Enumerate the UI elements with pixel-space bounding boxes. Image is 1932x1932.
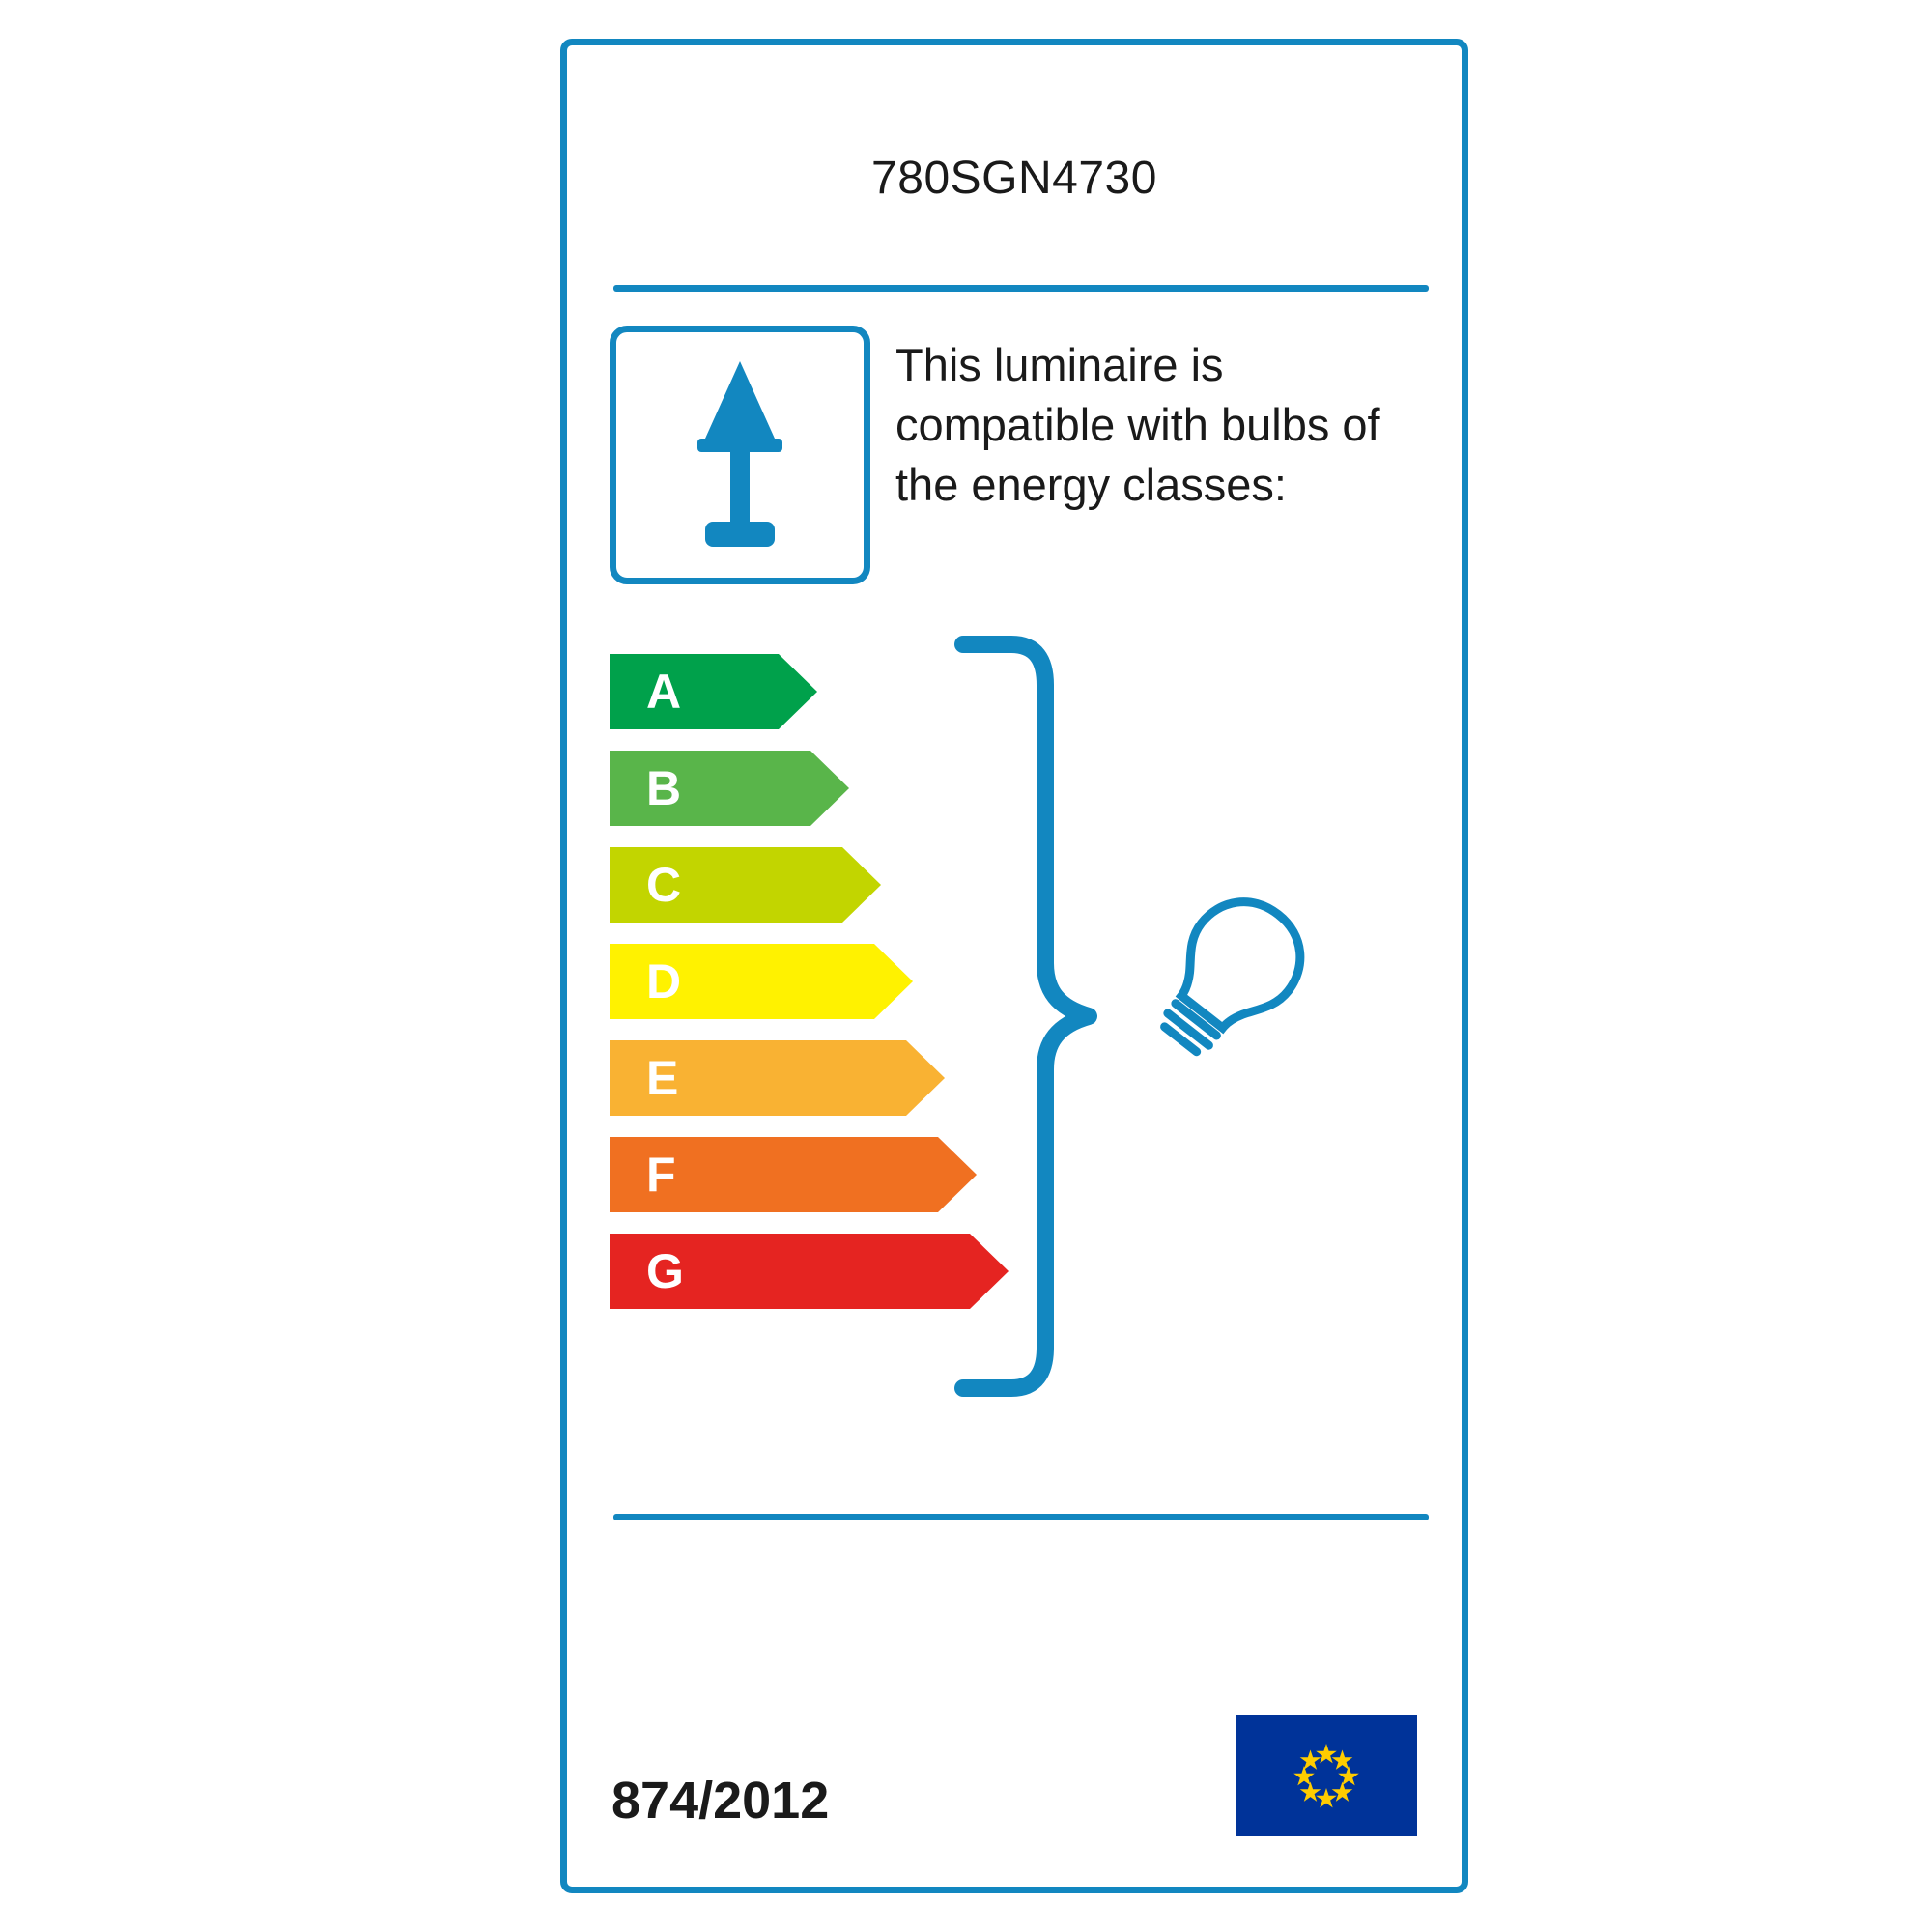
class-letter: F [646, 1148, 676, 1202]
compatibility-text: This luminaire is compatible with bulbs of the energy classes: [895, 339, 1380, 511]
class-letter: B [646, 761, 682, 815]
class-letter: C [646, 858, 682, 912]
light-bulb-icon [1147, 886, 1311, 1069]
class-letter: G [646, 1244, 684, 1298]
class-letter: A [646, 665, 682, 719]
energy-label-card [560, 39, 1468, 1893]
class-arrow-a [610, 654, 817, 729]
eu-flag-icon [1236, 1715, 1417, 1836]
model-code: 780SGN4730 [871, 153, 1157, 204]
divider-bottom [613, 1514, 1429, 1520]
luminaire-icon-box [610, 326, 870, 584]
curly-brace-icon [944, 635, 1127, 1398]
class-letter: D [646, 954, 682, 1009]
regulation-number: 874/2012 [611, 1772, 830, 1830]
lamp-icon [616, 332, 864, 578]
divider-top [613, 285, 1429, 292]
class-letter: E [646, 1051, 679, 1105]
